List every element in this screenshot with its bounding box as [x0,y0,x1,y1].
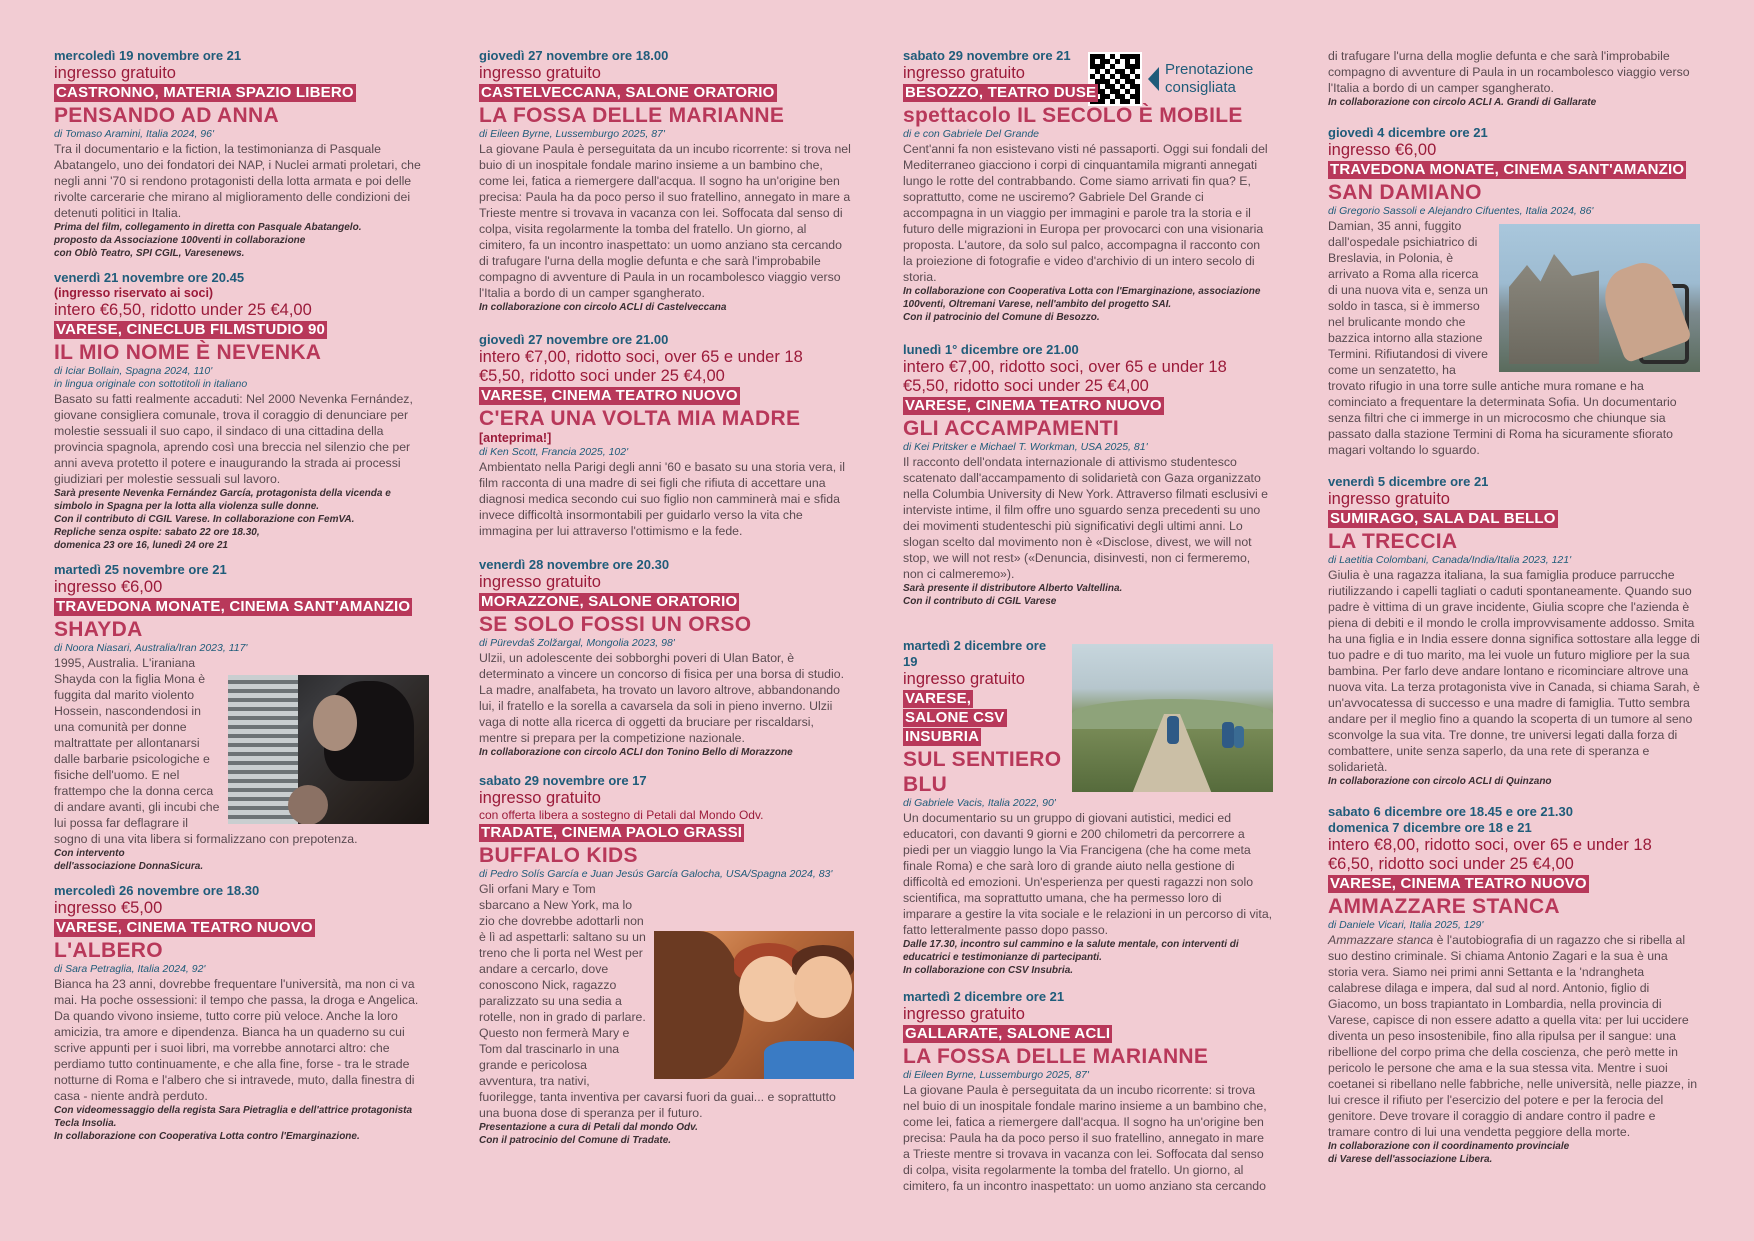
event-title: SE SOLO FOSSI UN ORSO [479,613,752,636]
event-price-reduced: €5,50, ridotto soci under 25 €4,00 [903,377,1149,395]
event-credit: di Ken Scott, Francia 2025, 102' [479,446,629,458]
event-credit: di Laetitia Colombani, Canada/India/Italia 2023, 121' [1328,554,1572,566]
film-still-image [654,931,854,1079]
event-description: Gli orfani Mary e Tom sbarcano a New York, ma lo zio che dovrebbe adottarli non è lì ad aspettarli: saltano su un treno che li porta nel West per andare a cercarlo, dove conoscono Nick, ragazzo paralizzato su una sedia a rotelle, non in grado di parlare. Questo non fermerà Mary e Tom dal trascinarlo in una grande e pericolosa avventura, tra nativi, fuorilegge, tanta inventiva per cavarsi fuori da guai... e soprattutto una buona dose di speranza per il futuro. [479,882,836,1120]
event-description: Damian, 35 anni, fuggito dall'ospedale psichiatrico di Breslavia, in Polonia, è arrivato a Roma alla ricerca di una nuova vita e, senza un soldo in tasca, si è immerso nel brulicante mondo che bazzica intorno alla stazione Termini. Rifiutandosi di vivere come un senzatetto, ha trovato rifugio in una torre sulle antiche mura romane e ha cominciato a frequentare la determinata Sofia. Un documentario senza filtri che ci immerge in un microcosmo che chiunque sia passato dalla stazione Termini di Roma ha sicuramente sfiorato magari voltando lo sguardo. [1328,219,1677,457]
event-venue: TRAVEDONA MONATE, CINEMA SANT'AMANZIO [1330,161,1685,178]
event-title: L'ALBERO [54,939,163,962]
event-date: martedì 2 dicembre ore 19 [903,638,1047,669]
event-price-reduced: €5,50, ridotto soci under 25 €4,00 [479,367,725,385]
event-date: venerdì 5 dicembre ore 21 [1328,474,1489,489]
event-credit: di Sara Petraglia, Italia 2024, 92' [54,963,206,975]
event-venue-line: INSUBRIA [905,728,980,745]
event-extra: In collaborazione con il coordinamento provinciale [1328,1141,1570,1152]
event-description-continued: di trafugare l'urna della moglie defunta e che sarà l'improbabile compagno di avventure di Paula in un rocambolesco viaggio verso l'Italia a bordo di un camper sgangherato. [1328,49,1690,95]
event-title: SHAYDA [54,618,143,641]
event-description: La giovane Paula è perseguitata da un incubo ricorrente: si trova nel buio di un inospitale fondale marino insieme a un bambino che, come lei, fatica a riemergere dall'acqua. Il sogno ha un'origine ben precisa: Paula ha da poco perso il suo fratellino, annegato in mare a Trieste mentre si trovava in vacanza con lei. Soffocata dal senso di colpa, visita regolarmente la tomba del fratello. Un giorno, al cimitero, fa un incontro inaspettato: un uomo anziano sta cercando di trafugare l'urna della moglie defunta e che sarà l'improbabile compagno di avventure di Paula in un rocambolesco viaggio verso l'Italia a bordo di un camper sgangherato. [479,142,851,300]
event-note: (ingresso riservato ai soci) [54,286,214,300]
event-title: spettacolo IL SECOLO È MOBILE [903,104,1243,127]
event-description: Ulzii, un adolescente dei sobborghi poveri di Ulan Bator, è determinato a vincere un concorso di fisica per una borsa di studio. La madre, analfabeta, ha trovato un lavoro altrove, abbandonando lui, il fratello e la sorella a cavarsela da soli in pieno inverno. Ulzii vaga di notte alla ricerca di oggetti da bruciare per riscaldarsi, mentre si prepara per la competizione nazionale. [479,651,845,745]
column-1 [54,48,429,1153]
event-extra: Repliche senza ospite: sabato 22 ore 18.30, [54,527,260,538]
event-pensando-ad-anna [54,48,429,260]
event-credit: di Eileen Byrne, Lussemburgo 2025, 87' [903,1069,1089,1081]
event-extra: Con il contributo di CGIL Varese [903,596,1057,607]
event-description: La giovane Paula è perseguitata da un incubo ricorrente: si trova nel buio di un inospitale fondale marino insieme a un bambino che, come lei, fatica a riemergere dall'acqua. Il sogno ha un'origine ben precisa: Paula ha da poco perso il suo fratellino, annegato in mare a Trieste mentre si trovava in vacanza con lei. Soffocata dal senso di colpa, visita regolarmente la tomba del fratello. Un giorno, al cimitero, fa un incontro inaspettato: un uomo anziano sta cercando [903,1083,1267,1193]
event-extra: Con il patrocinio del Comune di Besozzo. [903,312,1100,323]
event-date: venerdì 28 novembre ore 20.30 [479,557,670,572]
event-title: LA FOSSA DELLE MARIANNE [479,104,785,127]
event-price: intero €7,00, ridotto soci, over 65 e under 18 [479,348,803,366]
event-extra: Con videomessaggio della regista Sara Pietraglia e dell'attrice protagonista Tecla Insolia. [54,1105,413,1129]
event-sul-sentiero-blu [903,638,1273,977]
event-extra: Prima del film, collegamento in diretta con Pasquale Abatangelo. [54,222,362,233]
event-price: intero €7,00, ridotto soci, over 65 e under 18 [903,358,1227,376]
event-la-fossa-delle-marianne-gallarate [903,989,1273,1194]
event-price-note: con offerta libera a sostegno di Petali dal Mondo Odv. [479,808,764,822]
event-price-reduced: €6,50, ridotto soci under 25 €4,00 [1328,855,1574,873]
event-credit: di Iciar Bollain, Spagna 2024, 110' [54,365,213,377]
event-title-line: SUL SENTIERO [903,748,1062,771]
event-description: Ambientato nella Parigi degli anni '60 e basato su una storia vera, il film racconta di una madre di sei figli che rifiuta di accettare una diagnosi medica secondo cui suo figlio non camminerà mai e sfida invece difficoltà insormontabili per guidarlo verso la vita che immagina per lui attraverso l'ottimismo e la fede. [479,460,846,538]
event-extra: Sarà presente Nevenka Fernández García, protagonista della vicenda e simbolo in Spagna per la lotta alla violenza sulle donne. [54,488,391,512]
event-price: ingresso gratuito [479,573,601,591]
event-extra: proposto da Associazione 100venti in collaborazione [54,235,306,246]
event-title-line: BLU [903,773,948,796]
event-ammazzare-stanca [1328,804,1700,1166]
event-price: ingresso gratuito [903,670,1025,688]
event-description: Ammazzare stanca è l'autobiografia di un ragazzo che si ribella al suo destino criminale. Si chiama Antonio Zagari e la sua è una storia vera. Siamo nei primi anni Settanta e la 'ndrangheta calabrese dilaga e impera, dal sud al nord. Antonio, figlio di Giacomo, un boss trapiantato in Lombardia, nella provincia di Varese, capisce di non essere adatto a quella vita: per lui uccidere diventa un peso insostenibile, fino alla ripulsa per il sangue: una ribellione del corpo prima che della coscienza, che però mette in pericolo le persone che ama e la sua stessa vita. Mentre i suoi coetanei si ribellano nelle fabbriche, nelle università, nelle piazze, in lui cresce il rifiuto per l'esercizio del potere e per la ferocia del genitore. Deve trovare il coraggio di andare contro il padre e tramare contro di lui una vendetta peggiore della morte. [1328,933,1698,1139]
event-gli-accampamenti [903,342,1273,608]
event-title: SAN DAMIANO [1328,181,1482,204]
event-extra: Con il contributo di CGIL Varese. In collaborazione con FemVA. [54,514,355,525]
column-3 [903,48,1273,1204]
event-date: mercoledì 19 novembre ore 21 [54,48,242,63]
event-venue: MORAZZONE, SALONE ORATORIO [481,593,738,610]
event-la-treccia [1328,474,1700,788]
event-description: Basato su fatti realmente accaduti: Nel 2000 Nevenka Fernández, giovane consigliera comunale, trova il coraggio di denunciare per molestie sessuali il suo capo, il sindaco di una cittadina della provincia spagnola, aprendo così una breccia nel silenzio che per anni aveva protetto il potere e inaugurando la strada ai processi giudiziari per molestie sessuali sul lavoro. [54,392,413,486]
event-buffalo-kids [479,773,854,1147]
event-date: giovedì 27 novembre ore 21.00 [479,332,669,347]
event-credit: di Gabriele Vacis, Italia 2022, 90' [903,797,1056,809]
event-venue: VARESE, CINEMA TEATRO NUOVO [1330,875,1587,892]
event-date: mercoledì 26 novembre ore 18.30 [54,883,260,898]
event-price: intero €8,00, ridotto soci, over 65 e under 18 [1328,836,1652,854]
event-venue-line: VARESE, [905,690,972,707]
event-title: LA FOSSA DELLE MARIANNE [903,1045,1209,1068]
event-date: sabato 6 dicembre ore 18.45 e ore 21.30 [1328,804,1573,819]
event-credit: di Eileen Byrne, Lussemburgo 2025, 87' [479,128,665,140]
event-extra: In collaborazione con CSV Insubria. [903,965,1074,976]
event-price: ingresso gratuito [54,64,176,82]
event-description: 1995, Australia. L'iraniana Shayda con la figlia Mona è fuggita dal marito violento Hossein, nascondendosi in una comunità per donne maltrattate per allontanarsi dalle barbarie psicologiche e fisiche dell'uomo. E nel frattempo che la donna cerca di andare avanti, gli incubi che lui possa far deflagrare il sogno di una vita libera si formalizzano con prepotenza. [54,656,358,846]
event-credit: di e con Gabriele Del Grande [903,128,1039,140]
event-credit: di Tomaso Aramini, Italia 2024, 96' [54,128,214,140]
event-title: BUFFALO KIDS [479,844,638,867]
event-extra: Presentazione a cura di Petali dal mondo Odv. [479,1122,698,1133]
event-extra: In collaborazione con circolo ACLI don Tonino Bello di Morazzone [479,747,793,758]
event-venue-line: SALONE CSV [905,709,1005,726]
event-credit: di Pedro Solís García e Juan Jesús García Galocha, USA/Spagna 2024, 83' [479,868,833,880]
event-extra: dell'associazione DonnaSicura. [54,861,204,872]
event-date: sabato 29 novembre ore 17 [479,773,647,788]
event-venue: CASTRONNO, MATERIA SPAZIO LIBERO [56,84,354,101]
film-still-image [1072,644,1273,792]
event-venue: VARESE, CINEMA TEATRO NUOVO [56,919,313,936]
event-extra: In collaborazione con Cooperativa Lotta con l'Emarginazione, associazione 100venti, Oltremani Varese, nell'ambito del progetto SAI. [903,286,1261,310]
event-description: Giulia è una ragazza italiana, la sua famiglia produce parrucche riutilizzando i capelli tagliati o caduti spontaneamente. Quando suo padre è vittima di un grave incidente, Giulia scopre che l'azienda è piena di debiti e il mondo le crolla improvvisamente addosso. Smita ha una figlia e in India essere donna significa sottostare alla legge di tuo padre e di tuo marito, ma lei vuole un futuro migliore per la sua bambina. Per farlo deve andare lontano e ricominciare altrove una nuova vita. La terza protagonista vive in Canada, si chiama Sarah, è un'avvocatessa di successo e una madre di famiglia. Tutto sembra andare per il meglio fino a quando la scoperta di un tumore al seno sconvolge la sua vita. Tre donne, tre universi legati dalla forza di combattere, unite senza saperlo, da una rete di speranza e solidarietà. [1328,568,1700,774]
film-still-image [228,675,429,824]
event-extra: domenica 23 ore 16, lunedì 24 ore 21 [54,540,228,551]
event-venue: SUMIRAGO, SALA DAL BELLO [1330,510,1556,527]
event-title: C'ERA UNA VOLTA MIA MADRE [479,407,801,430]
event-extra: Sarà presente il distributore Alberto Valtellina. [903,583,1123,594]
film-still-image [1499,224,1700,372]
column-2 [479,48,854,1157]
event-extra: Con il patrocinio del Comune di Tradate. [479,1135,672,1146]
event-title: IL MIO NOME È NEVENKA [54,341,322,364]
event-credit: di Daniele Vicari, Italia 2025, 129' [1328,919,1484,931]
event-price: ingresso gratuito [903,1005,1025,1023]
event-date: martedì 25 novembre ore 21 [54,562,227,577]
event-description: Un documentario su un gruppo di giovani autistici, medici ed educatori, con davanti 9 giorni e 200 chilometri da percorrere a piedi per un viaggio lungo la Via Francigena (che ha come meta finale Roma) e che sarà loro di grande aiuto nella gestione di difficoltà ed emozioni. Un'esperienza per questi ragazzi non solo scientifica, ma soprattutto umana, che ha permesso loro di imparare a gestire la vita sociale e le relazioni in un percorso di vita, fatto letteralmente passo dopo passo. [903,811,1273,937]
event-extra: Con intervento [54,848,125,859]
event-credit: di Pürevdaš Zolžargal, Mongolia 2023, 98' [479,637,675,649]
event-il-mio-nome-e-nevenka [54,270,429,552]
booking-label: Prenotazione consigliata [1165,61,1254,96]
event-date: giovedì 27 novembre ore 18.00 [479,48,669,63]
event-price: ingresso gratuito [479,789,601,807]
event-price: ingresso €6,00 [54,578,163,596]
column-4 [1328,48,1700,1176]
event-title: GLI ACCAMPAMENTI [903,417,1119,440]
event-venue: VARESE, CINEMA TEATRO NUOVO [905,397,1162,414]
event-credit: di Kei Pritsker e Michael T. Workman, USA 2025, 81' [903,441,1148,453]
event-title: PENSANDO AD ANNA [54,104,279,127]
event-c-era-una-volta-mia-madre [479,332,854,539]
event-title: AMMAZZARE STANCA [1328,895,1560,918]
event-extra: con Oblò Teatro, SPI CGIL, Varesenews. [54,248,245,259]
event-venue: TRAVEDONA MONATE, CINEMA SANT'AMANZIO [56,598,411,615]
event-description: Il racconto dell'ondata internazionale di attivismo studentesco scatenato dall'accampamento di solidarietà con Gaza organizzato nella Columbia University di New York. Attraverso filmati esclusivi e interviste intime, il film offre uno sguardo senza precedenti su uno dei movimenti studenteschi più significativi degli ultimi anni. Lo slogan scelto dal movimento non è «Disclose, divest, we will not stop, we will not rest» («Denuncia, disinvesti, non ci fermeremo, non ci calmeremo»). [903,455,1268,581]
event-venue: VARESE, CINEMA TEATRO NUOVO [481,387,738,404]
event-date: giovedì 4 dicembre ore 21 [1328,125,1488,140]
event-date: venerdì 21 novembre ore 20.45 [54,270,245,285]
event-shayda [54,562,429,873]
event-credit-note: in lingua originale con sottotitoli in italiano [54,378,248,390]
event-description-title: Ammazzare stanca [1328,933,1434,947]
event-venue: GALLARATE, SALONE ACLI [905,1025,1111,1042]
event-la-fossa-delle-marianne-castelveccana [479,48,854,314]
event-description: Bianca ha 23 anni, dovrebbe frequentare l'università, ma non ci va mai. Ha poche ossessioni: il tempo che passa, la droga e Angelica. Da quando vivono insieme, tutto corre più veloce. Anche la loro amicizia, tra amore e dipendenza. Bianca ha un quaderno su cui scrive appunti per i suoi libri, ma vorrebbe annotarci altro: che perdiamo tutto continuamente, e che alla fine, forse - tra le strade notturne di Roma e l'albero che si intravede, muto, dalla finestra di casa - niente andrà perduto. [54,977,419,1103]
event-continuation [1328,48,1700,109]
event-description: Tra il documentario e la fiction, la testimonianza di Pasquale Abatangelo, uno dei fondatori dei NAP, i Nuclei armati proletari, che negli anni '70 si rendono protagonisti della lotta armata e poi delle rivolte carcerarie che mirano al miglioramento delle condizioni dei detenuti politici in Italia. [54,142,421,220]
event-date: martedì 2 dicembre ore 21 [903,989,1065,1004]
event-extra: In collaborazione con circolo ACLI di Castelveccana [479,302,727,313]
event-title: LA TRECCIA [1328,530,1458,553]
event-venue: BESOZZO, TEATRO DUSE [905,84,1097,101]
event-extra: Dalle 17.30, incontro sul cammino e la salute mentale, con interventi di educatrici e testimonianze di partecipanti. [903,939,1239,963]
event-credit: di Noora Niasari, Australia/Iran 2023, 117' [54,642,248,654]
event-l-albero [54,883,429,1143]
event-venue: CASTELVECCANA, SALONE ORATORIO [481,84,775,101]
event-extra: In collaborazione con circolo ACLI di Quinzano [1328,776,1552,787]
event-price: ingresso €5,00 [54,899,163,917]
event-price: ingresso gratuito [1328,490,1450,508]
event-extra: In collaborazione con circolo ACLI A. Grandi di Gallarate [1328,97,1597,108]
event-il-secolo-e-mobile [903,48,1273,324]
event-price: ingresso gratuito [479,64,601,82]
event-date: lunedì 1° dicembre ore 21.00 [903,342,1079,357]
event-title-prefix: spettacolo [903,104,1018,127]
event-san-damiano [1328,125,1700,458]
event-extra: di Varese dell'associazione Libera. [1328,1154,1493,1165]
event-price: intero €6,50, ridotto under 25 €4,00 [54,301,312,319]
event-price: ingresso €6,00 [1328,141,1437,159]
event-se-solo-fossi-un-orso [479,557,854,759]
event-venue: VARESE, CINECLUB FILMSTUDIO 90 [56,321,326,338]
event-date: sabato 29 novembre ore 21 [903,48,1071,63]
event-preview-badge: [anteprima!] [479,431,552,445]
event-price: ingresso gratuito [903,64,1025,82]
event-credit: di Gregorio Sassoli e Alejandro Cifuentes, Italia 2024, 86' [1328,205,1594,217]
event-description: Cent'anni fa non esistevano visti né passaporti. Oggi sui fondali del Mediterraneo giacciono i corpi di cinquantamila migranti annegati lungo le rotte del contrabbando. Come siamo arrivati fin qua? E, soprattutto, come ne usciremo? Gabriele Del Grande ci accompagna in un viaggio per immagini e parole tra la storia e il futuro delle migrazioni in Europa per provocarci con una visionaria proposta. L'autore, da solo sul palco, accompagna il racconto con la proiezione di fotografie e video d'archivio di un intero secolo di storia. [903,142,1268,284]
event-venue: TRADATE, CINEMA PAOLO GRASSI [481,824,743,841]
event-extra: In collaborazione con Cooperativa Lotta contro l'Emarginazione. [54,1131,360,1142]
event-date-secondary: domenica 7 dicembre ore 18 e 21 [1328,820,1532,835]
